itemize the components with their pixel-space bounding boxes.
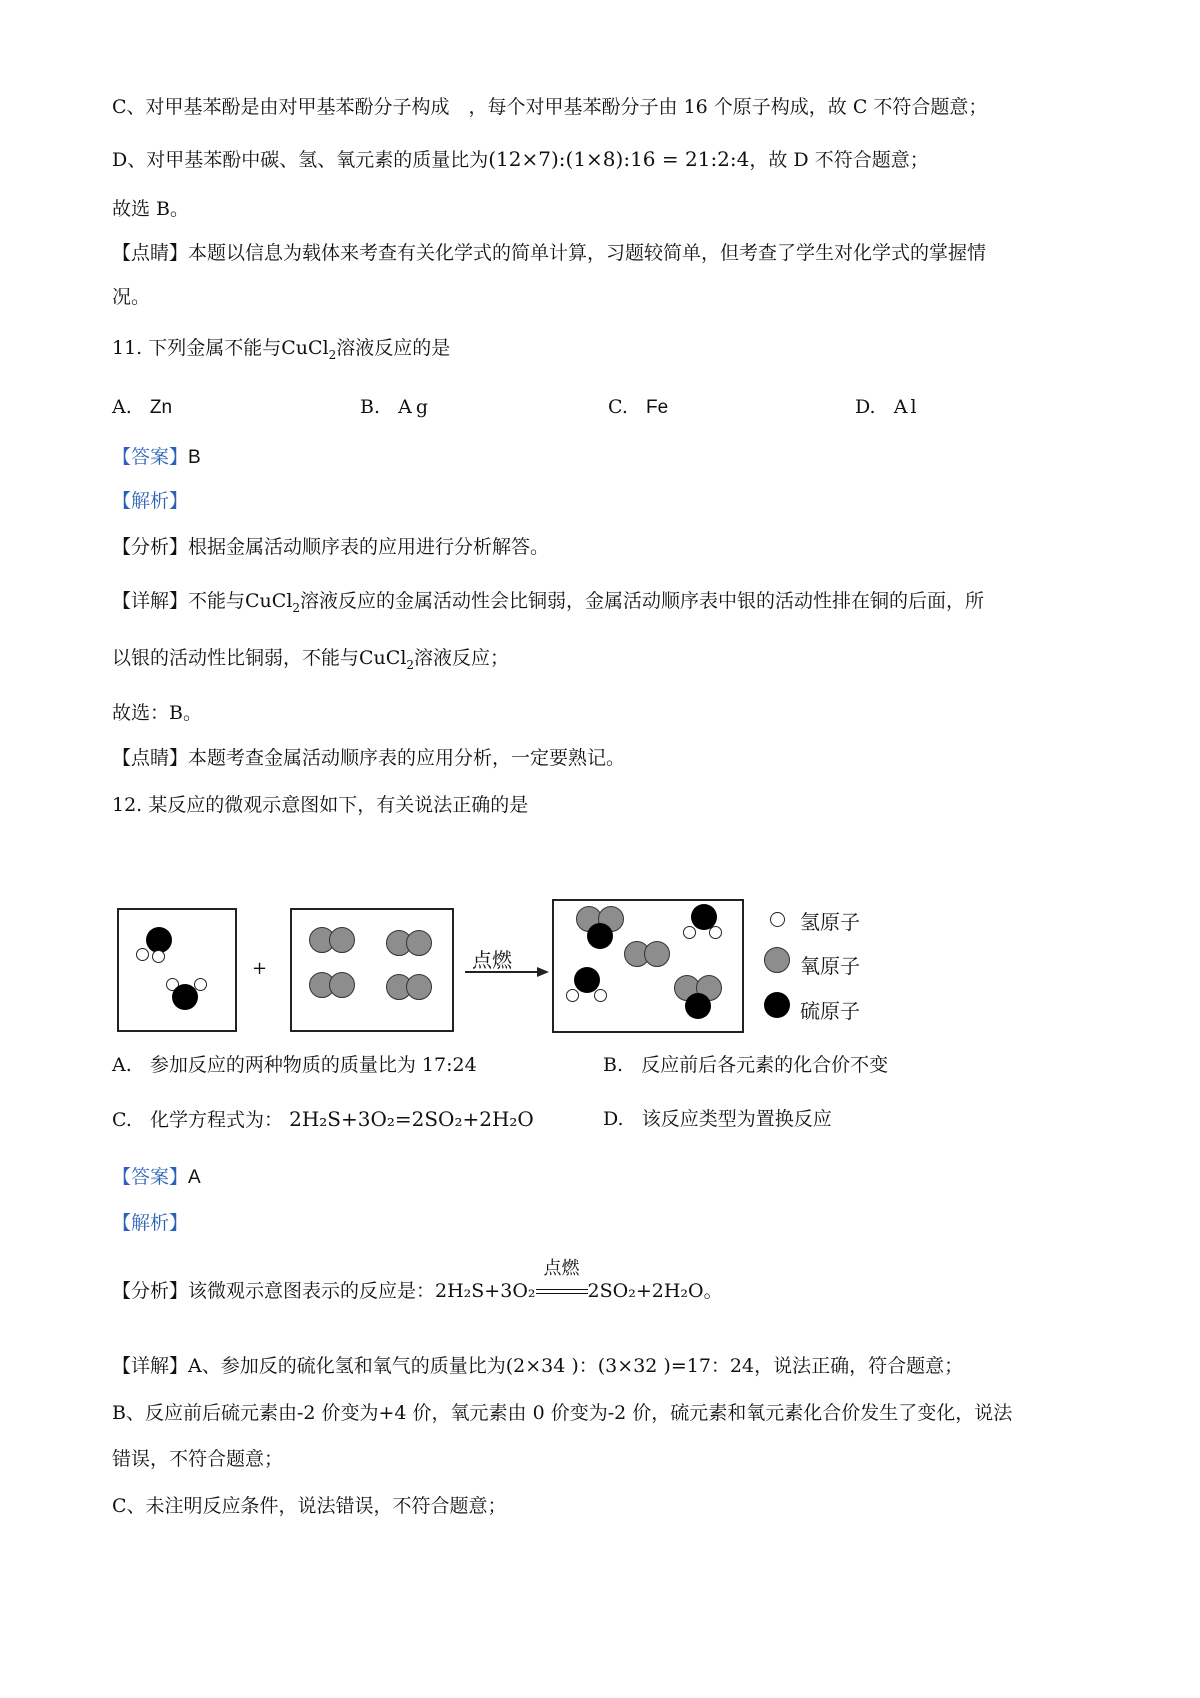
q11-choose: 故选：B。 xyxy=(112,702,202,724)
q12-xiangjie-c: C、未注明反应条件，说法错误，不符合题意； xyxy=(112,1495,507,1517)
dianjing-10-line1: 【点睛】本题以信息为载体来考查有关化学式的简单计算，习题较简单，但考查了学生对化学式的掌握情 xyxy=(112,242,987,264)
q12-option-b-letter: B. xyxy=(603,1054,624,1076)
dianjing-10-line2: 况。 xyxy=(112,286,151,308)
product-box xyxy=(552,899,744,1033)
q12-fenxi xyxy=(112,1258,723,1304)
q11-xiangjie-formula2: CuCl xyxy=(359,647,407,669)
q11-option-d-letter: D. xyxy=(855,396,876,418)
hydrogen-atom xyxy=(709,926,722,939)
q12-option-d-text: 该反应类型为置换反应 xyxy=(641,1108,832,1130)
q11-option-d xyxy=(855,394,920,420)
choose-b: 故选 B。 xyxy=(112,198,190,220)
q11-option-a-text: Zn xyxy=(149,397,173,418)
legend-hydrogen-label: 氢原子 xyxy=(800,910,860,934)
q11-option-c-letter: C. xyxy=(608,396,628,418)
q11-xiangjie-formula-sub: 2 xyxy=(292,601,301,615)
q12-option-d xyxy=(603,1106,832,1132)
double-bar xyxy=(536,1289,588,1294)
q12-option-a-letter: A. xyxy=(112,1054,132,1076)
q11-formula-sub: 2 xyxy=(328,348,337,362)
reactant-h2s-box xyxy=(117,908,237,1032)
sulfur-atom xyxy=(172,984,198,1010)
legend-sulfur-label: 硫原子 xyxy=(800,999,860,1023)
q11-xiangjie-part4: 溶液反应； xyxy=(414,647,510,669)
q12-equation-right: 2SO₂+2H₂O。 xyxy=(587,1280,723,1302)
oxygen-atom xyxy=(644,941,670,967)
q11-fenxi: 【分析】根据金属活动顺序表的应用进行分析解答。 xyxy=(112,536,550,558)
question-12-stem: 12. 某反应的微观示意图如下，有关说法正确的是 xyxy=(112,794,529,816)
hydrogen-atom xyxy=(136,948,149,961)
q11-option-a xyxy=(112,394,172,421)
q11-analysis-label: 【解析】 xyxy=(112,490,189,512)
q12-xiangjie-a: 【详解】A、参加反的硫化氢和氧气的质量比为(2×34 )：(3×32 )=17：24，说法正确，符合题意； xyxy=(112,1355,964,1377)
q12-option-a-text: 参加反应的两种物质的质量比为 17:24 xyxy=(149,1054,477,1076)
q11-dianjing: 【点睛】本题考查金属活动顺序表的应用分析，一定要熟记。 xyxy=(112,747,626,769)
option-d-text: D、对甲基苯酚中碳、氢、氧元素的质量比为 xyxy=(112,149,489,171)
q11-option-b-letter: B. xyxy=(360,396,381,418)
ignite-label: 点燃 xyxy=(472,948,512,972)
sulfur-atom xyxy=(685,993,711,1019)
option-d-explanation xyxy=(112,146,929,173)
legend-hydrogen-icon xyxy=(770,912,785,927)
q12-option-c-letter: C. xyxy=(112,1109,132,1131)
q12-answer xyxy=(112,1164,201,1191)
q12-option-a xyxy=(112,1052,477,1078)
option-d-conclusion: ，故 D 不符合题意； xyxy=(749,149,929,171)
q11-answer-value: B xyxy=(188,447,201,468)
q12-analysis-label: 【解析】 xyxy=(112,1212,189,1234)
q11-xiangjie-part2: 溶液反应的金属活动性会比铜弱，金属活动顺序表中银的活动性排在铜的后面，所 xyxy=(300,590,985,612)
q12-option-c-label: 化学方程式为： xyxy=(150,1109,284,1131)
question-11-stem xyxy=(112,335,450,368)
q11-stem-part2: 溶液反应的是 xyxy=(336,337,451,359)
q11-xiangjie-line2 xyxy=(112,645,509,678)
q12-option-c-equation: 2H₂S+3O₂=2SO₂+2H₂O xyxy=(289,1107,534,1131)
sulfur-atom xyxy=(587,923,613,949)
ignite-equals-sign xyxy=(536,1258,588,1304)
q11-option-a-letter: A. xyxy=(112,396,132,418)
option-c-explanation: C、对甲基苯酚是由对甲基苯酚分子构成 ，每个对甲基苯酚分子由 16 个原子构成，故 C 不符合题意； xyxy=(112,96,988,118)
mass-ratio-formula: (12×7):(1×8):16 = 21:2:4 xyxy=(488,147,750,171)
q12-xiangjie-b-line2: 错误，不符合题意； xyxy=(112,1448,284,1470)
q11-xiangjie-formula: CuCl xyxy=(245,590,293,612)
q12-xiangjie-b-line1: B、反应前后硫元素由-2 价变为+4 价，氧元素由 0 价变为-2 价，硫元素和氧元素化合价发生了变化，说法 xyxy=(112,1402,1013,1424)
legend-sulfur-icon xyxy=(764,992,790,1018)
q11-option-b-text: Ag xyxy=(398,396,433,418)
q11-option-b xyxy=(360,394,432,420)
legend-oxygen-icon xyxy=(764,947,790,973)
q11-xiangjie-line1 xyxy=(112,588,984,621)
q11-formula: CuCl xyxy=(281,337,329,359)
legend-oxygen-label: 氧原子 xyxy=(800,954,860,978)
hydrogen-atom xyxy=(594,989,607,1002)
plus-sign: + xyxy=(252,958,268,979)
q12-option-b-text: 反应前后各元素的化合价不变 xyxy=(641,1054,889,1076)
q11-answer xyxy=(112,444,201,471)
q12-option-b xyxy=(603,1052,888,1078)
hydrogen-atom xyxy=(566,989,579,1002)
q12-answer-value: A xyxy=(188,1167,201,1188)
reactant-o2-box xyxy=(290,908,454,1032)
q11-answer-label: 【答案】 xyxy=(112,446,189,468)
oxygen-atom xyxy=(406,974,432,1000)
ignite-condition: 点燃 xyxy=(543,1258,580,1279)
hydrogen-atom xyxy=(683,926,696,939)
oxygen-atom xyxy=(329,927,355,953)
oxygen-atom xyxy=(329,972,355,998)
q11-option-c-text: Fe xyxy=(646,397,669,418)
q12-answer-label: 【答案】 xyxy=(112,1166,189,1188)
q11-xiangjie-formula2-sub: 2 xyxy=(406,658,415,672)
q12-option-d-letter: D. xyxy=(603,1108,624,1130)
q12-fenxi-text: 【分析】该微观示意图表示的反应是： xyxy=(112,1280,436,1302)
q12-equation-left: 2H₂S+3O₂ xyxy=(435,1280,536,1302)
q11-option-c xyxy=(608,394,668,421)
q11-xiangjie-part3: 以银的活动性比铜弱，不能与 xyxy=(112,647,360,669)
q12-option-c xyxy=(112,1106,534,1133)
q11-option-d-text: Al xyxy=(893,396,920,418)
oxygen-atom xyxy=(406,930,432,956)
reaction-arrow-icon xyxy=(463,964,553,980)
q11-xiangjie-part1: 【详解】不能与 xyxy=(112,590,246,612)
hydrogen-atom xyxy=(152,950,165,963)
q11-stem-part1: 11. 下列金属不能与 xyxy=(112,337,282,359)
